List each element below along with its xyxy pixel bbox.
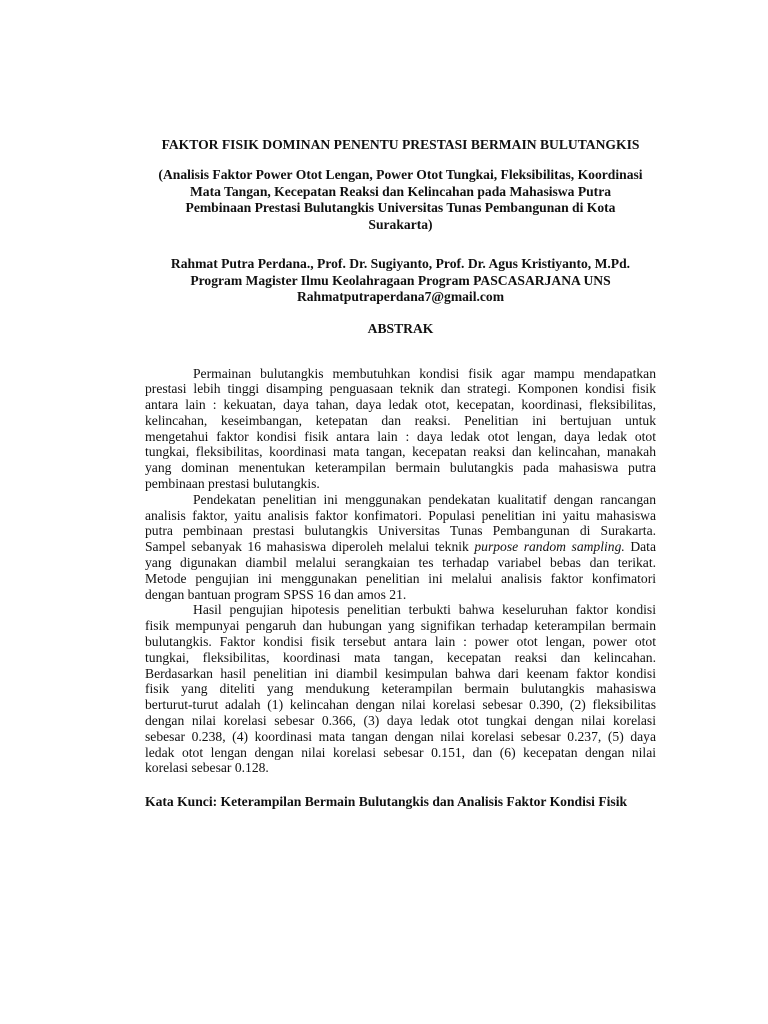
text-line: bulutangkis. Faktor kondisi fisik tersebut antara lain : power otot lengan, power otot <box>145 634 656 650</box>
abstract-paragraph-3 <box>145 602 656 776</box>
text-line: prestasi lebih tinggi disamping penguasaan teknik dan strategi. Komponen kondisi fisik <box>145 381 656 397</box>
text-line: Permainan bulutangkis membutuhkan kondisi fisik agar mampu mendapatkan <box>193 365 656 381</box>
author-affiliation: Program Magister Ilmu Keolahragaan Program PASCASARJANA UNS <box>190 272 611 288</box>
text-line: kelincahan, keseimbangan, ketepatan dan reaksi. Penelitian ini bertujuan untuk <box>145 412 656 428</box>
paper-subtitle <box>145 167 656 233</box>
italic-term: purpose random sampling. <box>474 539 625 555</box>
subtitle-line: Surakarta) <box>368 216 433 232</box>
text-line: sebesar 0.238, (4) koordinasi mata tangan dengan nilai korelasi sebesar 0.237, (5) daya <box>145 728 656 744</box>
author-block <box>145 256 656 306</box>
text-segment: Data <box>630 539 656 555</box>
text-line: fisik mempunyai pengaruh dan hubungan yang signifikan terhadap keterampilan bermain <box>145 618 656 634</box>
text-line: fisik yang diteliti yang mendukung keterampilan bermain bulutangkis mahasiswa <box>145 681 656 697</box>
text-line: Berdasarkan hasil penelitian ini diambil kesimpulan bahwa dari keenam faktor kondisi <box>145 665 656 681</box>
text-line: ledak otot lengan dengan nilai korelasi sebesar 0.151, dan (6) kecepatan dengan nilai <box>145 744 656 760</box>
text-line: dengan nilai korelasi sebesar 0.366, (3) daya ledak otot tungkai dengan nilai korelasi <box>145 713 656 729</box>
paper-title: FAKTOR FISIK DOMINAN PENENTU PRESTASI BERMAIN BULUTANGKIS <box>161 137 640 152</box>
text-line: yang dominan menentukan keterampilan bermain bulutangkis pada mahasiswa putra <box>145 460 656 476</box>
abstract-paragraph-1 <box>145 366 656 492</box>
abstract-heading: ABSTRAK <box>367 320 434 336</box>
text-line: putra pembinaan prestasi bulutangkis Universitas Tunas Pembangunan di Surakarta. <box>145 523 656 539</box>
text-line: Metode pengujian ini menggunakan penelitian ini melalui analisis faktor konfimatori <box>145 570 656 586</box>
text-line: pembinaan prestasi bulutangkis. <box>145 476 320 492</box>
text-line: mengetahui faktor kondisi fisik antara lain : daya ledak otot lengan, daya ledak otot <box>145 428 656 444</box>
subtitle-line: Pembinaan Prestasi Bulutangkis Universitas Tunas Pembangunan di Kota <box>185 200 616 215</box>
text-line: Pendekatan penelitian ini menggunakan pendekatan kualitatif dengan rancangan <box>193 491 656 507</box>
text-line: antara lain : kekuatan, daya tahan, daya ledak otot, kecepatan, koordinasi, fleksibilitas, <box>145 397 656 413</box>
text-line: dengan bantuan program SPSS 16 dan amos 21. <box>145 586 407 602</box>
text-segment: Sampel sebanyak 16 mahasiswa diperoleh melalui teknik <box>145 539 469 555</box>
text-line: analisis faktor, yaitu analisis faktor konfimatori. Populasi penelitian ini yaitu mahasiswa <box>145 507 656 523</box>
text-line: tungkai, fleksibilitas, koordinasi mata tangan, kecepatan reaksi dan kelincahan, manakah <box>145 444 656 460</box>
subtitle-line: Mata Tangan, Kecepatan Reaksi dan Kelincahan pada Mahasiswa Putra <box>189 183 612 199</box>
text-line: berturut-turut adalah (1) kelincahan dengan nilai korelasi sebesar 0.390, (2) fleksibilitas <box>145 697 656 713</box>
text-line: yang digunakan diambil melalui serangkaian tes terhadap variabel bebas dan terikat. <box>145 555 656 571</box>
abstract-body <box>145 366 656 777</box>
author-names: Rahmat Putra Perdana., Prof. Dr. Sugiyanto, Prof. Dr. Agus Kristiyanto, M.Pd. <box>170 256 631 271</box>
text-line: korelasi sebesar 0.128. <box>145 760 269 776</box>
keywords: Kata Kunci: Keterampilan Bermain Bulutangkis dan Analisis Faktor Kondisi Fisik <box>145 794 628 810</box>
text-line: Hasil pengujian hipotesis penelitian terbukti bahwa keseluruhan faktor kondisi <box>193 602 656 618</box>
text-line: tungkai, fleksibilitas, koordinasi mata tangan, kecepatan reaksi dan kelincahan. <box>145 649 656 665</box>
text-line <box>145 539 656 555</box>
author-email: Rahmatputraperdana7@gmail.com <box>296 289 505 304</box>
abstract-paragraph-2 <box>145 492 656 603</box>
subtitle-line: (Analisis Faktor Power Otot Lengan, Power Otot Tungkai, Fleksibilitas, Koordinasi <box>158 167 643 182</box>
